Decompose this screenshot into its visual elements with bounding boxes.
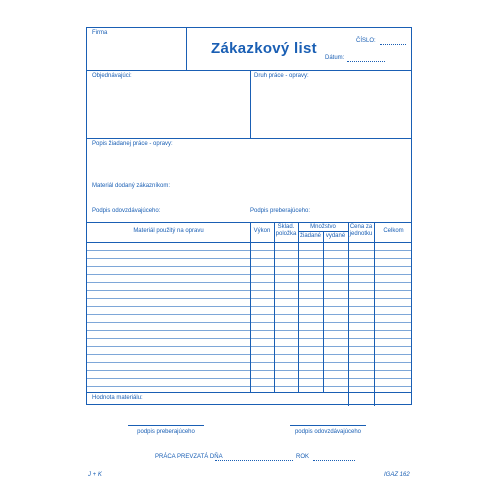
firma-label: Firma [92,30,108,36]
table-row [87,386,411,387]
right-mark: IGAZ 162 [384,472,410,478]
col-sklad-header: Sklad. položka [275,224,297,237]
sign-line-left [128,425,204,426]
objednavajuci-label: Objednávajúci: [92,73,132,79]
divider [250,222,251,392]
col-material-header: Materiál použitý na opravu [133,228,204,234]
table-row [87,354,411,355]
rok-field[interactable] [313,460,355,461]
popis-label: Popis žiadanej práce - opravy: [92,141,173,147]
table-row [87,306,411,307]
col-cena-header: Cena za jednotku [349,224,373,237]
table-row [87,258,411,259]
page-title: Zákazkový list [211,40,317,57]
table-row [87,362,411,363]
table-row [87,378,411,379]
divider [186,28,187,70]
table-row [87,266,411,267]
table-row [87,330,411,331]
table-row [87,250,411,251]
divider [87,70,411,71]
table-row [87,322,411,323]
divider [87,138,411,139]
divider [250,70,251,138]
sign-left-label: podpis preberajúceho [137,429,195,435]
divider [87,222,411,223]
col-vydane-header: vydané [325,233,346,239]
praca-prevzata-label: PRÁCA PREVZATÁ DŇA [155,454,223,460]
table-row [87,346,411,347]
col-mnozstvo-header: Množstvo [310,224,336,230]
sign-line-right [290,425,366,426]
order-form [86,27,412,405]
divider [374,222,375,406]
divider [298,222,299,392]
table-row [87,282,411,283]
podpis-preberajuceho-label: Podpis preberajúceho: [250,208,311,214]
datum-field[interactable] [347,61,385,62]
praca-prevzata-field[interactable] [215,460,293,461]
cislo-field[interactable] [380,44,406,45]
col-celkom-header: Celkom [383,228,404,234]
table-row [87,290,411,291]
hodnota-label: Hodnota materiálu: [92,395,143,401]
material-table-body[interactable] [87,242,411,392]
rok-label: ROK [296,454,310,460]
sign-right-label: podpis odovzdávajúceho [294,429,362,435]
cislo-label: ČÍSLO: [356,38,376,44]
datum-label: Dátum: [325,55,345,61]
table-row [87,370,411,371]
druh-prace-label: Druh práce - opravy: [254,73,309,79]
divider [323,231,324,392]
divider [87,392,411,393]
table-row [87,314,411,315]
left-mark: J + K [88,472,102,478]
col-ziadane-header: žiadané [299,233,322,239]
table-row [87,298,411,299]
material-dodany-label: Materiál dodaný zákazníkom: [92,183,171,189]
table-row [87,274,411,275]
table-row [87,338,411,339]
col-vykon-header: Výkon [253,228,271,234]
divider [274,222,275,392]
podpis-odovzdavajuceho-label: Podpis odovzdávajúceho: [92,208,161,214]
divider [348,222,349,406]
